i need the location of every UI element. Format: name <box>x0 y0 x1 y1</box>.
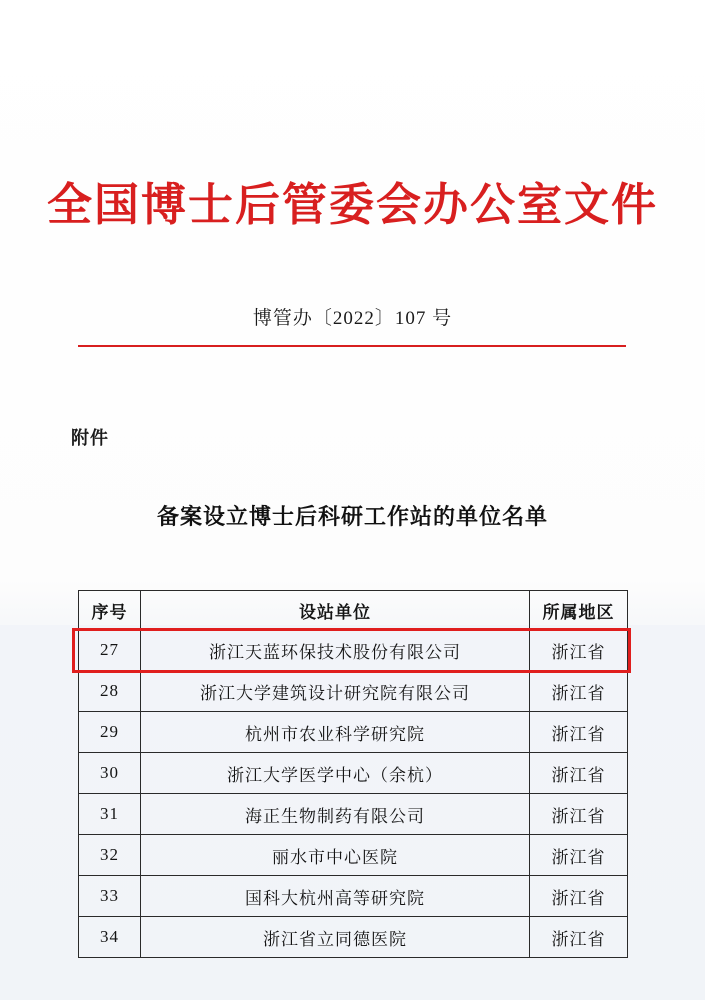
cell-unit: 浙江大学建筑设计研究院有限公司 <box>141 671 530 712</box>
column-header-unit: 设站单位 <box>141 591 530 630</box>
cell-index: 33 <box>79 876 141 917</box>
table-row <box>79 671 628 712</box>
table-row <box>79 917 628 958</box>
cell-index: 30 <box>79 753 141 794</box>
cell-unit: 浙江省立同德医院 <box>141 917 530 958</box>
cell-index: 31 <box>79 794 141 835</box>
cell-region: 浙江省 <box>530 835 628 876</box>
cell-index: 32 <box>79 835 141 876</box>
table-row <box>79 753 628 794</box>
cell-unit: 丽水市中心医院 <box>141 835 530 876</box>
table-header-row <box>79 591 628 630</box>
unit-list-table <box>78 590 628 958</box>
column-header-index: 序号 <box>79 591 141 630</box>
cell-unit: 浙江大学医学中心（余杭） <box>141 753 530 794</box>
table-row <box>79 876 628 917</box>
table-row <box>79 712 628 753</box>
cell-index: 27 <box>79 630 141 671</box>
cell-region: 浙江省 <box>530 630 628 671</box>
cell-region: 浙江省 <box>530 794 628 835</box>
table-row <box>79 630 628 671</box>
cell-region: 浙江省 <box>530 671 628 712</box>
table-row <box>79 835 628 876</box>
cell-region: 浙江省 <box>530 712 628 753</box>
cell-region: 浙江省 <box>530 876 628 917</box>
column-header-region: 所属地区 <box>530 591 628 630</box>
cell-unit: 国科大杭州高等研究院 <box>141 876 530 917</box>
cell-unit: 杭州市农业科学研究院 <box>141 712 530 753</box>
cell-unit: 海正生物制药有限公司 <box>141 794 530 835</box>
cell-region: 浙江省 <box>530 753 628 794</box>
table-row <box>79 794 628 835</box>
cell-unit: 浙江天蓝环保技术股份有限公司 <box>141 630 530 671</box>
unit-list-table-wrapper <box>78 590 627 958</box>
cell-index: 29 <box>79 712 141 753</box>
list-title: 备案设立博士后科研工作站的单位名单 <box>156 504 548 529</box>
document-number: 博管办〔2022〕107 号 <box>252 308 453 329</box>
cell-region: 浙江省 <box>530 917 628 958</box>
cell-index: 28 <box>79 671 141 712</box>
red-divider-line <box>78 345 626 347</box>
attachment-label: 附件 <box>71 428 109 448</box>
page-title: 全国博士后管委会办公室文件 <box>46 180 658 230</box>
cell-index: 34 <box>79 917 141 958</box>
